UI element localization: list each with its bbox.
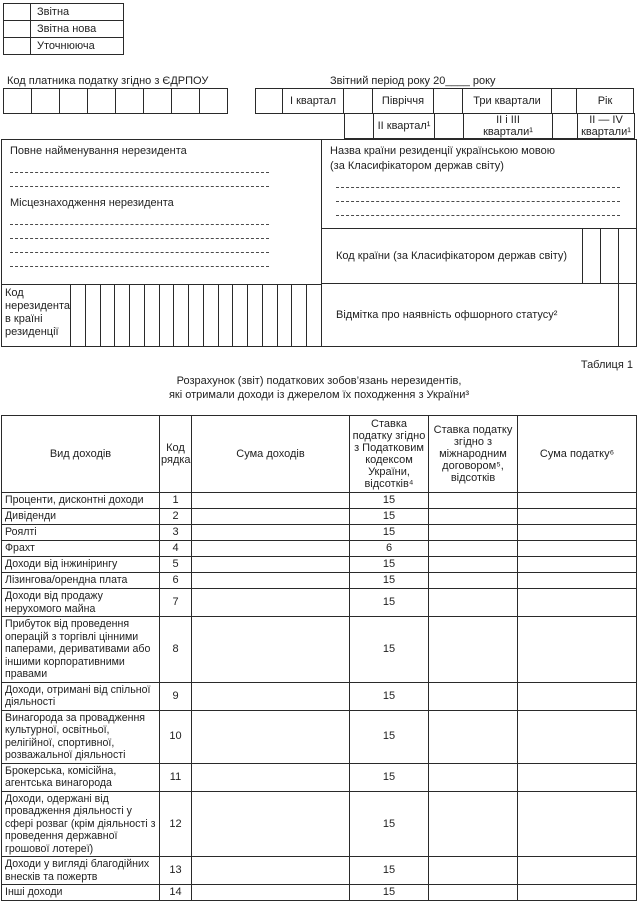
country-name-label-line1: Назва країни резиденції українською мовою bbox=[330, 145, 555, 157]
rate-treaty-cell[interactable] bbox=[429, 682, 518, 710]
tax-sum-cell[interactable] bbox=[518, 493, 637, 509]
nonresident-code-cell[interactable] bbox=[247, 285, 262, 346]
reporting-period-row-1 bbox=[255, 88, 637, 114]
tax-sum-cell[interactable] bbox=[518, 525, 637, 541]
nonresident-code-cell[interactable] bbox=[232, 285, 247, 346]
quarters-2-3-checkbox[interactable] bbox=[434, 113, 464, 139]
rate-treaty-cell[interactable] bbox=[429, 791, 518, 857]
nonresident-location-label: Місцезнаходження нерезидента bbox=[10, 197, 174, 209]
table-row bbox=[2, 557, 637, 573]
rate-tcu: 15 bbox=[350, 509, 429, 525]
rate-treaty-cell[interactable] bbox=[429, 509, 518, 525]
nonresident-code-cell[interactable] bbox=[291, 285, 306, 346]
income-sum-cell[interactable] bbox=[192, 525, 350, 541]
income-type: Дивіденди bbox=[2, 509, 160, 525]
income-sum-cell[interactable] bbox=[192, 589, 350, 617]
income-type: Доходи у вигляді благодійних внесків та пожертв bbox=[2, 857, 160, 885]
three-quarters-checkbox[interactable] bbox=[433, 88, 463, 114]
header-row-code: Код рядка bbox=[160, 416, 192, 493]
tax-sum-cell[interactable] bbox=[518, 791, 637, 857]
edrpou-label: Код платника податку згідно з ЄДРПОУ bbox=[7, 75, 209, 87]
table-row bbox=[2, 857, 637, 885]
fill-in-line[interactable] bbox=[10, 225, 269, 239]
table-row bbox=[2, 682, 637, 710]
nonresident-code-cell[interactable] bbox=[277, 285, 292, 346]
reporting-period-label: Звітний період року 20____ року bbox=[330, 75, 496, 87]
edrpou-code-cell[interactable] bbox=[199, 88, 228, 114]
country-code-cell[interactable] bbox=[600, 229, 618, 283]
table-row bbox=[2, 710, 637, 763]
table-row bbox=[2, 493, 637, 509]
rate-tcu: 15 bbox=[350, 573, 429, 589]
rate-treaty-cell[interactable] bbox=[429, 885, 518, 901]
tax-sum-cell[interactable] bbox=[518, 541, 637, 557]
header-section bbox=[0, 69, 638, 139]
income-type: Доходи, одержані від провадження діяльності у сфері розваг (крім діяльності з проведення державної грошової лотереї) bbox=[2, 791, 160, 857]
nonresident-name-location-cell bbox=[2, 140, 321, 284]
tax-sum-cell[interactable] bbox=[518, 857, 637, 885]
table-row bbox=[2, 885, 637, 901]
rate-treaty-cell[interactable] bbox=[429, 557, 518, 573]
fill-in-line[interactable] bbox=[336, 188, 620, 202]
tax-sum-cell[interactable] bbox=[518, 573, 637, 589]
rate-tcu: 6 bbox=[350, 541, 429, 557]
nonresident-code-cell[interactable] bbox=[144, 285, 159, 346]
country-name-label-line2: (за Класифікатором держав світу) bbox=[330, 160, 504, 172]
nonresident-code-label: Код нерезидента в країні резиденції bbox=[5, 287, 71, 338]
rate-tcu: 15 bbox=[350, 885, 429, 901]
report-type-utochniuiucha-label: Уточнююча bbox=[30, 37, 124, 55]
income-type: Брокерська, комісійна, агентська винагорода bbox=[2, 763, 160, 791]
income-sum-cell[interactable] bbox=[192, 857, 350, 885]
fill-in-line[interactable] bbox=[10, 211, 269, 225]
edrpou-code-cell[interactable] bbox=[3, 88, 32, 114]
rate-tcu: 15 bbox=[350, 682, 429, 710]
fill-in-line[interactable] bbox=[10, 159, 269, 173]
row-code: 5 bbox=[160, 557, 192, 573]
tax-sum-cell[interactable] bbox=[518, 682, 637, 710]
income-type: Прибуток від проведення операцій з торгівлі цінними паперами, деривативами або іншими корпоративними правами bbox=[2, 617, 160, 683]
quarters-2-4-checkbox[interactable] bbox=[552, 113, 578, 139]
rate-tcu: 15 bbox=[350, 589, 429, 617]
income-type: Лізингова/орендна плата bbox=[2, 573, 160, 589]
row-code: 12 bbox=[160, 791, 192, 857]
income-type: Інші доходи bbox=[2, 885, 160, 901]
report-type-row bbox=[3, 20, 124, 38]
offshore-status-cell[interactable] bbox=[618, 284, 636, 346]
country-code-label: Код країни (за Класифікатором держав світу) bbox=[336, 249, 568, 262]
offshore-status-label: Відмітка про наявність офшорного статусу² bbox=[336, 308, 558, 321]
row-code: 4 bbox=[160, 541, 192, 557]
rate-treaty-cell[interactable] bbox=[429, 573, 518, 589]
tax-sum-cell[interactable] bbox=[518, 885, 637, 901]
report-type-zvitna-nova-checkbox[interactable] bbox=[3, 20, 31, 38]
edrpou-code-cell[interactable] bbox=[171, 88, 200, 114]
income-sum-cell[interactable] bbox=[192, 509, 350, 525]
header-rate-tcu: Ставка податку згідно з Податковим кодексом України, відсотків⁴ bbox=[350, 416, 429, 493]
edrpou-code-boxes bbox=[3, 88, 255, 114]
year-label: Рік bbox=[576, 88, 634, 114]
row-code: 8 bbox=[160, 617, 192, 683]
income-sum-cell[interactable] bbox=[192, 763, 350, 791]
income-sum-cell[interactable] bbox=[192, 885, 350, 901]
income-type: Доходи, отримані від спільної діяльності bbox=[2, 682, 160, 710]
country-code-cell[interactable] bbox=[582, 229, 600, 283]
row-code: 3 bbox=[160, 525, 192, 541]
tax-sum-cell[interactable] bbox=[518, 557, 637, 573]
country-name-cell bbox=[322, 140, 636, 229]
fill-in-line[interactable] bbox=[10, 239, 269, 253]
table-row bbox=[2, 541, 637, 557]
fill-in-line[interactable] bbox=[10, 253, 269, 267]
table-row bbox=[2, 509, 637, 525]
rate-tcu: 15 bbox=[350, 557, 429, 573]
row-code: 13 bbox=[160, 857, 192, 885]
reporting-period-row-2 bbox=[344, 113, 637, 139]
nonresident-info-table bbox=[1, 139, 637, 347]
table-row bbox=[2, 573, 637, 589]
nonresident-code-cell[interactable] bbox=[262, 285, 277, 346]
nonresident-code-cell[interactable] bbox=[85, 285, 100, 346]
income-sum-cell[interactable] bbox=[192, 557, 350, 573]
half-year-label: Півріччя bbox=[372, 88, 434, 114]
report-type-zvitna-nova-label: Звітна нова bbox=[30, 20, 124, 38]
header-income-type: Вид доходів bbox=[2, 416, 160, 493]
edrpou-code-cell[interactable] bbox=[59, 88, 88, 114]
rate-treaty-cell[interactable] bbox=[429, 763, 518, 791]
row-code: 6 bbox=[160, 573, 192, 589]
edrpou-code-cell[interactable] bbox=[115, 88, 144, 114]
income-sum-cell[interactable] bbox=[192, 682, 350, 710]
nonresident-code-cell[interactable] bbox=[203, 285, 218, 346]
fill-in-line[interactable] bbox=[336, 202, 620, 216]
rate-treaty-cell[interactable] bbox=[429, 525, 518, 541]
quarter-1-label: І квартал bbox=[282, 88, 344, 114]
income-sum-cell[interactable] bbox=[192, 617, 350, 683]
tax-sum-cell[interactable] bbox=[518, 763, 637, 791]
income-sum-cell[interactable] bbox=[192, 791, 350, 857]
table1-title-line1: Розрахунок (звіт) податкових зобов’язань нерезидентів, bbox=[176, 375, 462, 387]
table-row bbox=[2, 791, 637, 857]
nonresident-code-cell[interactable] bbox=[114, 285, 129, 346]
rate-tcu: 15 bbox=[350, 857, 429, 885]
tax-form-page bbox=[0, 3, 638, 901]
income-type: Доходи від продажу нерухомого майна bbox=[2, 589, 160, 617]
rate-tcu: 15 bbox=[350, 791, 429, 857]
report-type-zvitna-checkbox[interactable] bbox=[3, 3, 31, 21]
report-type-zvitna-label: Звітна bbox=[30, 3, 124, 21]
rate-treaty-cell[interactable] bbox=[429, 617, 518, 683]
row-code: 11 bbox=[160, 763, 192, 791]
nonresident-code-cell[interactable] bbox=[100, 285, 115, 346]
edrpou-block bbox=[0, 69, 255, 139]
rate-tcu: 15 bbox=[350, 493, 429, 509]
income-sum-cell[interactable] bbox=[192, 541, 350, 557]
report-type-row bbox=[3, 37, 124, 55]
country-code-cell[interactable] bbox=[618, 229, 636, 283]
tax-sum-cell[interactable] bbox=[518, 509, 637, 525]
rate-tcu: 15 bbox=[350, 525, 429, 541]
table1-caption: Таблиця 1 bbox=[580, 359, 633, 371]
nonresident-code-cell[interactable] bbox=[173, 285, 188, 346]
fill-in-line[interactable] bbox=[336, 174, 620, 188]
nonresident-right-column bbox=[322, 140, 636, 346]
row-code: 14 bbox=[160, 885, 192, 901]
table-row bbox=[2, 617, 637, 683]
rate-treaty-cell[interactable] bbox=[429, 493, 518, 509]
nonresident-left-column bbox=[2, 140, 322, 346]
nonresident-code-row bbox=[2, 284, 321, 346]
tax-liability-table bbox=[1, 415, 637, 901]
rate-treaty-cell[interactable] bbox=[429, 710, 518, 763]
report-type-row bbox=[3, 3, 124, 21]
report-type-table bbox=[3, 3, 124, 55]
income-type: Фрахт bbox=[2, 541, 160, 557]
tax-sum-cell[interactable] bbox=[518, 617, 637, 683]
rate-tcu: 15 bbox=[350, 617, 429, 683]
income-type: Проценти, дисконтні доходи bbox=[2, 493, 160, 509]
offshore-status-row bbox=[322, 284, 636, 346]
rate-treaty-cell[interactable] bbox=[429, 541, 518, 557]
nonresident-code-cell[interactable] bbox=[159, 285, 174, 346]
nonresident-name-label: Повне найменування нерезидента bbox=[10, 145, 187, 157]
nonresident-code-cell[interactable] bbox=[188, 285, 203, 346]
reporting-period-block bbox=[255, 69, 638, 139]
three-quarters-label: Три квартали bbox=[462, 88, 552, 114]
quarters-2-3-label: ІІ і ІІІ квартали¹ bbox=[463, 113, 553, 139]
row-code: 10 bbox=[160, 710, 192, 763]
tax-sum-cell[interactable] bbox=[518, 710, 637, 763]
rate-tcu: 15 bbox=[350, 710, 429, 763]
row-code: 7 bbox=[160, 589, 192, 617]
header-rate-treaty: Ставка податку згідно з міжнародним договором⁵, відсотків bbox=[429, 416, 518, 493]
income-type: Роялті bbox=[2, 525, 160, 541]
table1-header-row bbox=[2, 416, 637, 493]
rate-treaty-cell[interactable] bbox=[429, 857, 518, 885]
row-code: 1 bbox=[160, 493, 192, 509]
income-sum-cell[interactable] bbox=[192, 710, 350, 763]
table1-title-line2: які отримали доходи із джерелом їх походження з України³ bbox=[168, 389, 470, 401]
income-sum-cell[interactable] bbox=[192, 573, 350, 589]
edrpou-code-cell[interactable] bbox=[87, 88, 116, 114]
tax-sum-cell[interactable] bbox=[518, 589, 637, 617]
quarters-2-4-label: ІІ — ІV квартали¹ bbox=[577, 113, 635, 139]
edrpou-code-cell[interactable] bbox=[143, 88, 172, 114]
year-checkbox[interactable] bbox=[551, 88, 577, 114]
fill-in-line[interactable] bbox=[10, 173, 269, 187]
row-code: 2 bbox=[160, 509, 192, 525]
table-row bbox=[2, 589, 637, 617]
header-tax-sum: Сума податку⁶ bbox=[518, 416, 637, 493]
table-row bbox=[2, 763, 637, 791]
rate-treaty-cell[interactable] bbox=[429, 589, 518, 617]
nonresident-code-cell[interactable] bbox=[129, 285, 144, 346]
nonresident-code-cell[interactable] bbox=[70, 285, 85, 346]
country-code-row bbox=[322, 229, 636, 284]
income-type: Доходи від інжинірингу bbox=[2, 557, 160, 573]
half-year-checkbox[interactable] bbox=[343, 88, 373, 114]
table-row bbox=[2, 525, 637, 541]
row-code: 9 bbox=[160, 682, 192, 710]
report-type-utochniuiucha-checkbox[interactable] bbox=[3, 37, 31, 55]
income-type: Винагорода за провадження культурної, освітньої, релігійної, спортивної, розважальної діяльності bbox=[2, 710, 160, 763]
edrpou-code-cell[interactable] bbox=[31, 88, 60, 114]
table1-title bbox=[0, 374, 638, 402]
header-income-sum: Сума доходів bbox=[192, 416, 350, 493]
rate-tcu: 15 bbox=[350, 763, 429, 791]
reporting-period-table bbox=[255, 88, 637, 139]
income-sum-cell[interactable] bbox=[192, 493, 350, 509]
quarter-2-checkbox[interactable] bbox=[344, 113, 374, 139]
nonresident-code-cell[interactable] bbox=[218, 285, 233, 346]
nonresident-code-cell[interactable] bbox=[306, 285, 321, 346]
quarter-2-label: ІІ квартал¹ bbox=[373, 113, 435, 139]
quarter-1-checkbox[interactable] bbox=[255, 88, 283, 114]
